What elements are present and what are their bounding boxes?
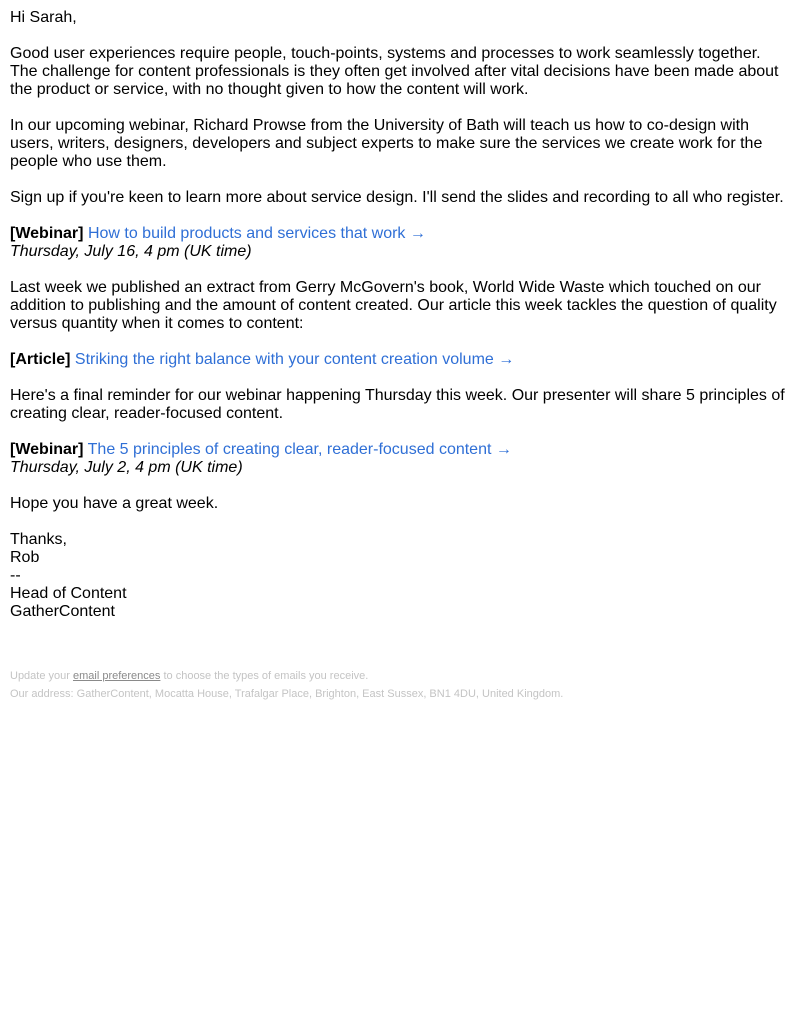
footer-prefs-after: to choose the types of emails you receive. — [160, 670, 369, 682]
intro-paragraph: Good user experiences require people, touch-points, systems and processes to work seamlessly together. The challenge for content professionals is they often get involved after vital decisions have been made about the product or service, with no thought given to how the content will work. — [10, 45, 779, 98]
webinar-tag: [Webinar] — [10, 225, 84, 242]
greeting: Hi Sarah, — [10, 9, 77, 26]
webinar-date: Thursday, July 16, 4 pm (UK time) — [10, 243, 252, 260]
webinar-date: Thursday, July 2, 4 pm (UK time) — [10, 459, 243, 476]
webinar-item-2 — [10, 441, 790, 477]
footer-prefs-before: Update your — [10, 670, 73, 682]
webinar-link-5-principles[interactable]: The 5 principles of creating clear, reader-focused content → — [87, 441, 512, 458]
article-link-content-volume[interactable]: Striking the right balance with your content creation volume → — [74, 351, 515, 368]
reminder-paragraph: Here's a final reminder for our webinar happening Thursday this week. Our presenter will share 5 principles of creating clear, reader-focused content. — [10, 387, 785, 422]
footer-preferences-line — [10, 667, 790, 685]
webinar-intro-paragraph: In our upcoming webinar, Richard Prowse from the University of Bath will teach us how to co-design with users, writers, designers, developers and subject experts to make sure the services we create work for the people who use them. — [10, 117, 763, 170]
article-intro-paragraph: Last week we published an extract from Gerry McGovern's book, World Wide Waste which touched on our addition to publishing and the amount of content created. Our article this week tackles the question of quality versus quantity when it comes to content: — [10, 279, 777, 332]
webinar-item-1 — [10, 225, 790, 261]
signature-name: Rob — [10, 549, 40, 566]
footer-address: Our address: GatherContent, Mocatta House, Trafalgar Place, Brighton, East Sussex, BN1 4DU, United Kingdom. — [10, 688, 564, 700]
signature-company: GatherContent — [10, 603, 115, 620]
email-footer — [10, 667, 790, 703]
article-item — [10, 351, 790, 369]
closing-paragraph: Hope you have a great week. — [10, 495, 219, 512]
article-tag: [Article] — [10, 351, 71, 368]
webinar-link-build-products[interactable]: How to build products and services that work → — [87, 225, 426, 242]
signature-thanks: Thanks, — [10, 531, 67, 548]
email-preferences-link[interactable]: email preferences — [72, 670, 161, 682]
signature-separator: -- — [10, 567, 21, 584]
signup-paragraph: Sign up if you're keen to learn more about service design. I'll send the slides and recording to all who register. — [10, 189, 784, 206]
signature-title: Head of Content — [10, 585, 127, 602]
webinar-tag: [Webinar] — [10, 441, 84, 458]
signature — [10, 531, 790, 621]
